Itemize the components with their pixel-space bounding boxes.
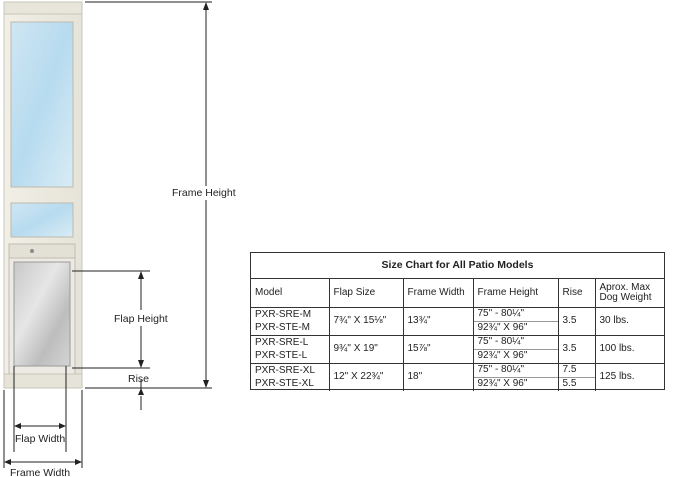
header-flap-size: Flap Size xyxy=(329,279,403,308)
frame-height-cell: 92¾" X 96" xyxy=(473,378,558,392)
table-row xyxy=(251,308,664,322)
flap-size-cell: 7¾" X 15⅛" xyxy=(329,308,403,336)
model-cell: PXR-SRE-XL xyxy=(251,364,329,378)
flap-top-bar xyxy=(9,244,75,258)
table-row xyxy=(251,364,664,378)
header-rise: Rise xyxy=(558,279,595,308)
bottom-rail xyxy=(4,374,82,388)
rise-label: Rise xyxy=(128,373,150,385)
frame-width-label: Frame Width xyxy=(10,467,71,477)
weight-cell: 125 lbs. xyxy=(595,364,664,392)
frame-height-label: Frame Height xyxy=(172,187,236,199)
frame-height-cell: 75" - 80¼" xyxy=(473,364,558,378)
weight-cell: 30 lbs. xyxy=(595,308,664,336)
header-frame-width: Frame Width xyxy=(403,279,473,308)
frame-height-cell: 75" - 80¼" xyxy=(473,336,558,350)
frame-width-cell: 15⅞" xyxy=(403,336,473,364)
model-cell: PXR-SRE-L xyxy=(251,336,329,350)
size-chart-table xyxy=(250,252,665,390)
upper-glass xyxy=(11,22,73,187)
rise-cell: 3.5 xyxy=(558,308,595,336)
rise-cell: 3.5 xyxy=(558,336,595,364)
flap-height-label: Flap Height xyxy=(114,313,168,325)
lower-glass xyxy=(11,203,73,237)
model-cell: PXR-STE-M xyxy=(255,322,310,333)
frame-width-cell: 18" xyxy=(403,364,473,392)
table-row xyxy=(251,336,664,350)
weight-cell: 100 lbs. xyxy=(595,336,664,364)
header-model: Model xyxy=(251,279,329,308)
frame-height-cell: 75" - 80¼" xyxy=(473,308,558,322)
header-frame-height: Frame Height xyxy=(473,279,558,308)
flap-size-cell: 9¾" X 19" xyxy=(329,336,403,364)
chart-title: Size Chart for All Patio Models xyxy=(251,253,664,279)
flap-width-label: Flap Width xyxy=(15,433,66,445)
frame-width-cell: 13¾" xyxy=(403,308,473,336)
rise-cell: 5.5 xyxy=(558,378,595,392)
lock-icon xyxy=(30,249,34,253)
header-weight: Aprox. Max Dog Weight xyxy=(595,279,664,308)
rise-cell: 7.5 xyxy=(558,364,595,378)
model-cell: PXR-STE-L xyxy=(255,350,308,361)
top-cap xyxy=(4,2,82,14)
model-cell: PXR-SRE-M xyxy=(255,308,312,320)
frame-height-cell: 92¾" X 96" xyxy=(473,322,558,336)
model-cell: PXR-STE-XL xyxy=(255,378,314,389)
patio-door-panel xyxy=(4,2,82,388)
frame-width-dimension xyxy=(4,390,82,468)
flap xyxy=(14,262,70,366)
flap-size-cell: 12" X 22¾" xyxy=(329,364,403,392)
frame-height-cell: 92¾" X 96" xyxy=(473,350,558,364)
